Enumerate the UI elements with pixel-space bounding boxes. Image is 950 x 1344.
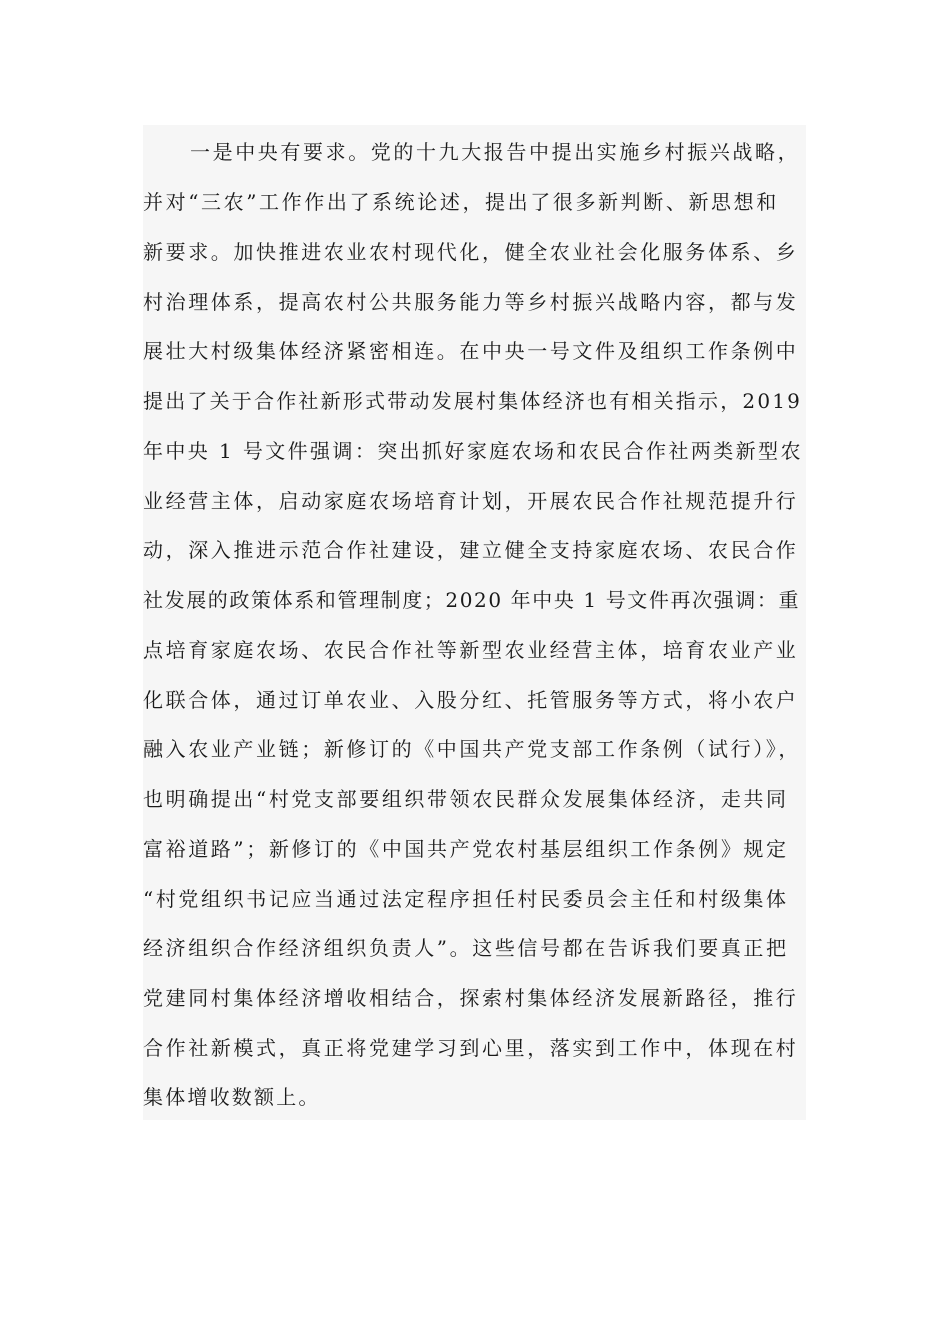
paragraph-line: 村治理体系，提高农村公共服务能力等乡村振兴战略内容，都与发 — [143, 290, 799, 314]
paragraph-line: 点培育家庭农场、农民合作社等新型农业经营主体，培育农业产业 — [143, 638, 799, 662]
paragraph-line: 动，深入推进示范合作社建设，建立健全支持家庭农场、农民合作 — [143, 538, 799, 562]
paragraph-line: 党建同村集体经济增收相结合，探索村集体经济发展新路径，推行 — [143, 986, 799, 1010]
paragraph-line: 经济组织合作经济组织负责人”。这些信号都在告诉我们要真正把 — [143, 936, 789, 960]
paragraph-line: 展壮大村级集体经济紧密相连。在中央一号文件及组织工作条例中 — [143, 339, 799, 363]
paragraph-line: 社发展的政策体系和管理制度；2020 年中央 1 号文件再次强调：重 — [143, 588, 801, 612]
paragraph-line: 融入农业产业链；新修订的《中国共产党支部工作条例（试行）》， — [143, 737, 801, 761]
body-paragraph — [143, 125, 806, 1120]
paragraph-line: 化联合体，通过订单农业、入股分红、托管服务等方式，将小农户 — [143, 688, 799, 712]
paragraph-line: 提出了关于合作社新形式带动发展村集体经济也有相关指示，2019 — [143, 389, 803, 413]
paragraph-line: 新要求。加快推进农业农村现代化，健全农业社会化服务体系、乡 — [143, 240, 799, 264]
paragraph-line: 也明确提出“村党支部要组织带领农民群众发展集体经济，走共同 — [143, 787, 789, 811]
paragraph-line: “村党组织书记应当通过法定程序担任村民委员会主任和村级集体 — [143, 887, 789, 911]
paragraph-line: 集体增收数额上。 — [143, 1085, 321, 1109]
paragraph-line: 业经营主体，启动家庭农场培育计划，开展农民合作社规范提升行 — [143, 489, 799, 513]
paragraph-line: 合作社新模式，真正将党建学习到心里，落实到工作中，体现在村 — [143, 1036, 799, 1060]
paragraph-line: 年中央 1 号文件强调：突出抓好家庭农场和农民合作社两类新型农 — [143, 439, 803, 463]
paragraph-line: 富裕道路”；新修订的《中国共产党农村基层组织工作条例》规定 — [143, 837, 789, 861]
paragraph-line: 并对“三农”工作作出了系统论述，提出了很多新判断、新思想和 — [143, 190, 779, 214]
paragraph-line: 一是中央有要求。党的十九大报告中提出实施乡村振兴战略， — [190, 140, 801, 164]
